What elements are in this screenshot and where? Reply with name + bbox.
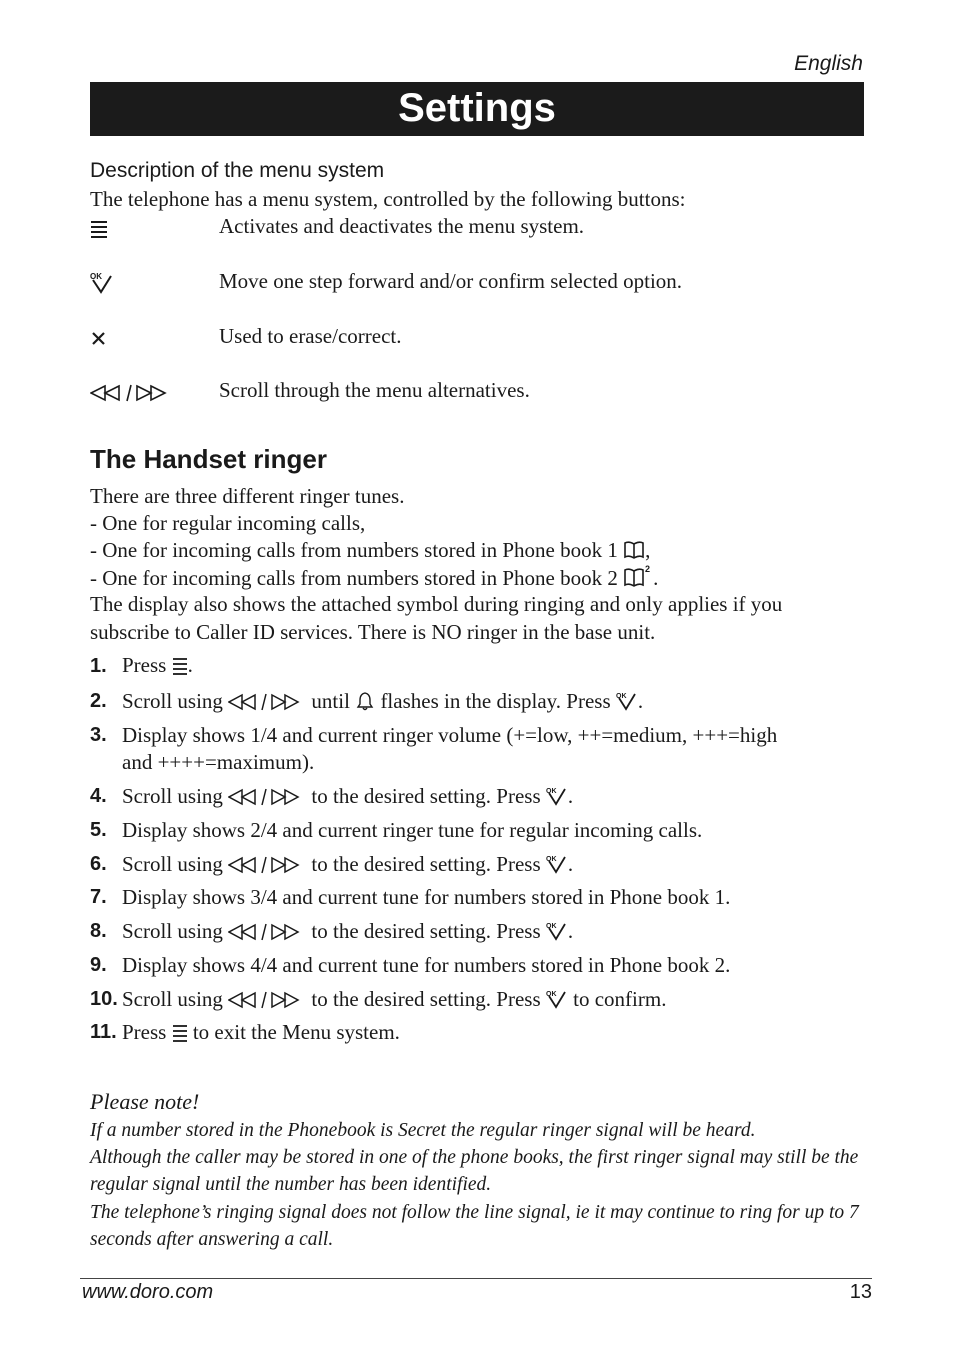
step-6-text-b: to the desired setting. Press: [311, 852, 541, 876]
phonebook-1-icon: [623, 540, 645, 567]
step-1: [122, 652, 193, 682]
menu-intro: The telephone has a menu system, controlled by the following buttons:: [90, 187, 686, 211]
step-3-line-1: Display shows 1/4 and current ringer volume (+=low, ++=medium, +++=high: [122, 723, 778, 747]
menu-icon: [172, 655, 188, 682]
menu-icon: [172, 1022, 188, 1049]
step-2-text-c: flashes in the display. Press: [380, 689, 611, 713]
step-1-number: 1.: [90, 655, 107, 677]
step-1-text: Press: [122, 653, 167, 677]
language-label: English: [794, 52, 863, 75]
footer-divider: [80, 1278, 872, 1279]
step-11-number: 11.: [90, 1021, 117, 1043]
step-5-number: 5.: [90, 819, 107, 841]
ringer-phonebook-2-end: .: [653, 566, 659, 590]
ok-icon: [616, 691, 638, 718]
ok-icon: [546, 989, 568, 1016]
svg-text:OK: OK: [545, 991, 557, 998]
step-11-text-a: Press: [122, 1020, 167, 1044]
svg-text:OK: OK: [545, 788, 557, 795]
step-2-end: .: [637, 689, 644, 713]
step-8-end: .: [567, 919, 574, 943]
step-9: Display shows 4/4 and current tune for numbers stored in Phone book 2.: [122, 953, 731, 977]
step-3-line-2: and ++++=maximum).: [122, 750, 315, 774]
menu-description-heading: Description of the menu system: [90, 159, 385, 182]
scroll-arrows-icon: [228, 989, 306, 1016]
step-3-number: 3.: [90, 724, 107, 746]
step-5: Display shows 2/4 and current ringer tune for regular incoming calls.: [122, 818, 703, 842]
svg-text:OK: OK: [545, 856, 557, 863]
step-2-text-b: until: [311, 689, 350, 713]
ringer-regular-calls: - One for regular incoming calls,: [90, 511, 366, 535]
ringer-heading: The Handset ringer: [90, 444, 327, 474]
step-8-number: 8.: [90, 920, 107, 942]
note-line-2: Although the caller may be stored in one of the phone books, the first ringer signal may still be the: [90, 1147, 859, 1168]
note-line-1: If a number stored in the Phonebook is Secret the regular ringer signal will be heard.: [90, 1120, 756, 1141]
step-7-number: 7.: [90, 886, 107, 908]
note-line-4: The telephone’s ringing signal does not follow the line signal, ie it may continue to ring for up to 7: [90, 1202, 859, 1223]
step-4-text-a: Scroll using: [122, 784, 223, 808]
step-6-text-a: Scroll using: [122, 852, 223, 876]
step-2-number: 2.: [90, 690, 107, 712]
step-6-number: 6.: [90, 853, 107, 875]
step-4: [122, 783, 573, 813]
page-title: Settings: [90, 82, 864, 136]
ringer-phonebook-1-text: - One for incoming calls from numbers stored in Phone book 1: [90, 538, 618, 562]
step-11: [122, 1019, 400, 1049]
note-line-5: seconds after answering a call.: [90, 1229, 334, 1250]
erase-button-description: Used to erase/correct.: [219, 324, 402, 348]
ringer-phonebook-1: [90, 537, 650, 567]
step-10-text-b: to the desired setting. Press: [311, 987, 541, 1011]
step-6: [122, 851, 573, 881]
step-10-number: 10.: [90, 988, 118, 1010]
ringer-display-note-2: subscribe to Caller ID services. There is NO ringer in the base unit.: [90, 620, 656, 644]
step-2-text-a: Scroll using: [122, 689, 223, 713]
step-10: [122, 986, 666, 1016]
footer-url[interactable]: www.doro.com: [82, 1281, 214, 1303]
ringer-phonebook-2-text: - One for incoming calls from numbers stored in Phone book 2: [90, 566, 618, 590]
scroll-arrows-icon: [228, 921, 306, 948]
scroll-arrows-icon: [228, 786, 306, 813]
ok-icon: [546, 921, 568, 948]
scroll-arrows-icon: [90, 383, 200, 407]
step-8-text-a: Scroll using: [122, 919, 223, 943]
step-10-end: to confirm.: [573, 987, 667, 1011]
step-11-text-b: to exit the Menu system.: [192, 1020, 400, 1044]
page-number: 13: [849, 1281, 872, 1303]
svg-text:2: 2: [645, 564, 651, 574]
step-10-text-a: Scroll using: [122, 987, 223, 1011]
bell-icon: [355, 691, 375, 718]
ok-icon: [90, 272, 200, 296]
svg-text:OK: OK: [615, 693, 627, 700]
menu-button-description: Activates and deactivates the menu system.: [219, 214, 585, 238]
step-4-number: 4.: [90, 785, 107, 807]
step-7: Display shows 3/4 and current tune for numbers stored in Phone book 1.: [122, 885, 731, 909]
ok-icon: [546, 786, 568, 813]
menu-icon: [90, 219, 200, 243]
scroll-arrows-icon: [228, 854, 306, 881]
erase-icon: [90, 330, 200, 354]
ringer-intro: There are three different ringer tunes.: [90, 484, 405, 508]
ringer-phonebook-1-end: ,: [645, 538, 651, 562]
step-4-text-b: to the desired setting. Press: [311, 784, 541, 808]
step-2: [122, 688, 643, 718]
step-9-number: 9.: [90, 954, 107, 976]
step-1-end: .: [187, 653, 193, 677]
ok-button-description: Move one step forward and/or confirm selected option.: [219, 269, 683, 293]
svg-text:OK: OK: [545, 923, 557, 930]
note-title: Please note!: [90, 1089, 200, 1114]
ok-icon: [546, 854, 568, 881]
step-8: [122, 918, 573, 948]
ringer-display-note-1: The display also shows the attached symbol during ringing and only applies if you: [90, 592, 783, 616]
step-6-end: .: [567, 852, 574, 876]
svg-text:OK: OK: [90, 272, 102, 281]
note-line-3: regular signal until the number has been identified.: [90, 1174, 492, 1195]
scroll-button-description: Scroll through the menu alternatives.: [219, 378, 530, 402]
scroll-arrows-icon: [228, 691, 306, 718]
step-4-end: .: [567, 784, 574, 808]
step-8-text-b: to the desired setting. Press: [311, 919, 541, 943]
